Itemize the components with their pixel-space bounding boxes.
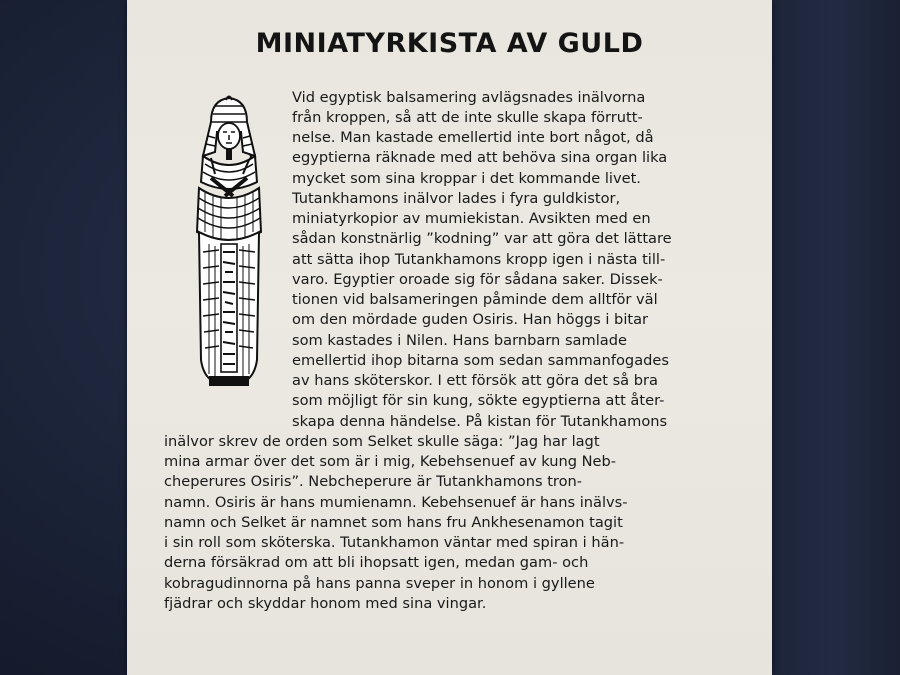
museum-placard: [127, 0, 772, 675]
paragraph-line: från kroppen, så att de inte skulle skapa förrutt-: [292, 109, 643, 126]
paragraph-line: namn och Selket är namnet som hans fru Ankhesenamon tagit: [164, 514, 623, 531]
paragraph-line: om den mördade guden Osiris. Han höggs i bitar: [292, 311, 649, 328]
paragraph-line: skapa denna händelse. På kistan för Tutankhamons: [292, 413, 668, 430]
paragraph-line: mycket som sina kroppar i det kommande livet.: [292, 170, 641, 187]
paragraph-line: Vid egyptisk balsamering avlägsnades inälvorna: [292, 89, 646, 106]
paragraph-line: av hans sköterskor. I ett försök att göra det så bra: [292, 372, 658, 389]
paragraph-line: som kastades i Nilen. Hans barnbarn samlade: [292, 332, 627, 349]
background-edge: [765, 0, 900, 675]
paragraph-line: fjädrar och skyddar honom med sina vingar.: [164, 595, 487, 612]
paragraph-line: miniatyrkopior av mumiekistan. Avsikten med en: [292, 210, 651, 227]
paragraph-line: tionen vid balsameringen påminde dem alltför väl: [292, 291, 658, 308]
paragraph-line: inälvor skrev de orden som Selket skulle säga: ”Jag har lagt: [164, 433, 600, 450]
coffin-illustration: [181, 92, 277, 392]
paragraph-line: nelse. Man kastade emellertid inte bort något, då: [292, 129, 654, 146]
paragraph-line: som möjligt för sin kung, sökte egyptierna att åter-: [292, 392, 665, 409]
paragraph-line: Tutankhamons inälvor lades i fyra guldkistor,: [292, 190, 621, 207]
placard-title: MINIATYRKISTA AV GULD: [255, 28, 644, 59]
paragraph-line: i sin roll som sköterska. Tutankhamon väntar med spiran i hän-: [164, 534, 625, 551]
paragraph-line: cheperures Osiris”. Nebcheperure är Tutankhamons tron-: [164, 473, 583, 490]
paragraph-line: sådan konstnärlig ”kodning” var att göra det lättare: [292, 230, 672, 247]
paragraph-line: derna försäkrad om att bli ihopsatt igen, medan gam- och: [164, 554, 589, 571]
paragraph-line: kobragudinnorna på hans panna sveper in honom i gyllene: [164, 575, 595, 592]
paragraph-line: mina armar över det som är i mig, Kebehsenuef av kung Neb-: [164, 453, 617, 470]
paragraph-line: namn. Osiris är hans mumienamn. Kebehsenuef är hans inälvs-: [164, 494, 628, 511]
paragraph-line: varo. Egyptier oroade sig för sådana saker. Dissek-: [292, 271, 663, 288]
paragraph-line: att sätta ihop Tutankhamons kropp igen i nästa till-: [292, 251, 666, 268]
paragraph-line: egyptierna räknade med att behöva sina organ lika: [292, 149, 668, 166]
paragraph-line: emellertid ihop bitarna som sedan sammanfogades: [292, 352, 669, 369]
